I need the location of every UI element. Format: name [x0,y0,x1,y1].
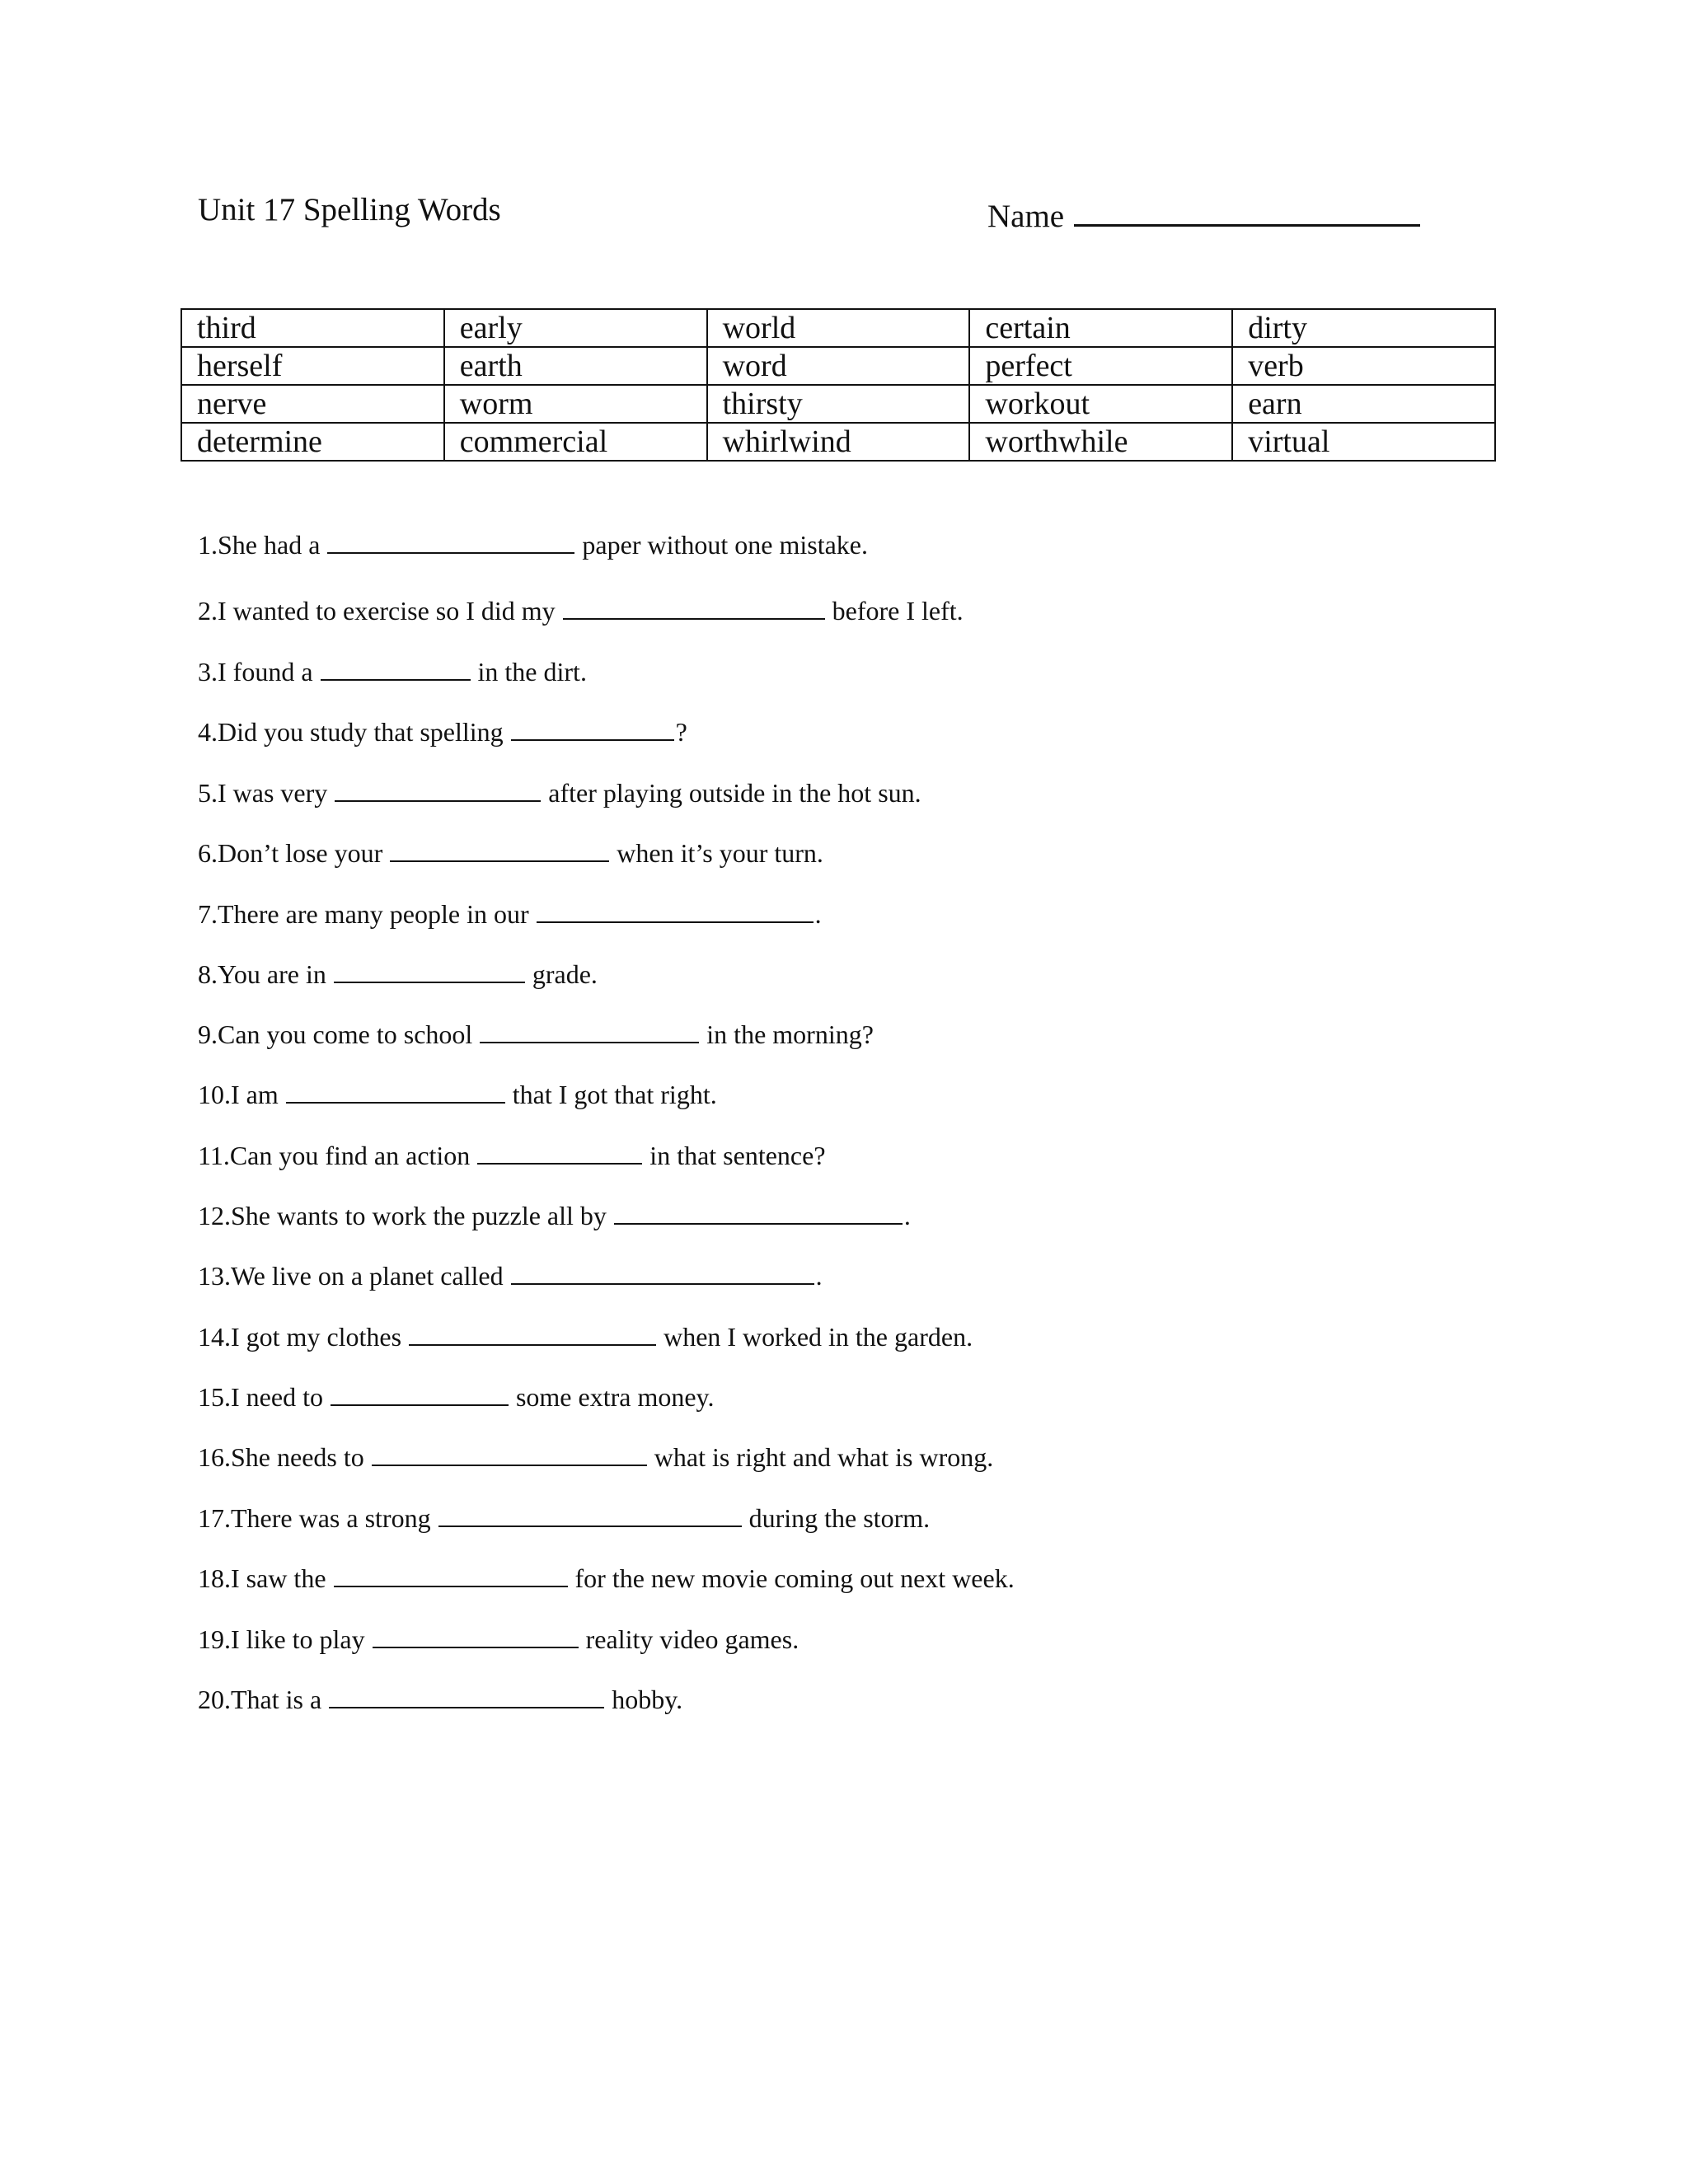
sentence-after: when it’s your turn. [617,838,823,868]
answer-blank[interactable] [372,1440,647,1466]
word-cell: herself [181,347,444,385]
sentence-item [198,1501,930,1534]
sentence-before: 3.I found a [198,657,313,687]
sentence-before: 16.She needs to [198,1442,364,1472]
sentence-item [198,1561,1015,1594]
sentence-before: 1.She had a [198,530,321,560]
word-cell: determine [181,423,444,461]
sentence-before: 17.There was a strong [198,1503,431,1533]
sentence-item [198,654,587,687]
sentence-before: 19.I like to play [198,1624,365,1654]
word-cell: dirty [1232,309,1495,347]
sentence-after: in the morning? [706,1019,874,1049]
sentence-item [198,897,822,930]
sentence-before: 11.Can you find an action [198,1141,471,1170]
name-field [987,191,1420,235]
sentence-before: 8.You are in [198,959,326,989]
sentence-after: in that sentence? [649,1141,826,1170]
word-cell: perfect [969,347,1232,385]
sentence-item [198,1319,973,1352]
table-row [181,309,1495,347]
answer-blank[interactable] [477,1138,642,1165]
table-row [181,347,1495,385]
answer-blank[interactable] [480,1017,699,1043]
sentence-item [198,836,823,869]
sentence-before: 15.I need to [198,1382,323,1412]
sentence-item [198,1198,911,1231]
sentence-item [198,1017,874,1050]
word-cell: world [707,309,970,347]
sentence-after: grade. [532,959,598,989]
spelling-word-table [181,308,1496,462]
name-label: Name [987,199,1065,234]
sentence-item [198,1258,823,1291]
word-cell: whirlwind [707,423,970,461]
sentence-item [198,1138,826,1171]
sentence-after: . [814,899,822,929]
sentence-after: for the new movie coming out next week. [574,1563,1015,1593]
answer-blank[interactable] [563,593,825,620]
sentence-before: 12.She wants to work the puzzle all by [198,1201,607,1230]
word-cell: commercial [444,423,707,461]
sentence-after: that I got that right. [512,1080,717,1109]
sentence-before: 10.I am [198,1080,279,1109]
sentence-before: 20.That is a [198,1685,322,1714]
word-cell: nerve [181,385,444,423]
word-cell: worthwhile [969,423,1232,461]
sentence-before: 4.Did you study that spelling [198,717,504,747]
word-cell: third [181,309,444,347]
sentence-item [198,1440,993,1473]
sentence-after: ? [675,717,687,747]
answer-blank[interactable] [334,1561,568,1587]
answer-blank[interactable] [286,1077,505,1104]
sentence-after: in the dirt. [477,657,587,687]
table-row [181,423,1495,461]
sentence-after: what is right and what is wrong. [654,1442,994,1472]
answer-blank[interactable] [390,836,609,862]
sentence-before: 5.I was very [198,778,328,808]
sentence-item [198,1380,714,1413]
answer-blank[interactable] [409,1319,656,1346]
answer-blank[interactable] [335,776,541,802]
answer-blank[interactable] [511,1258,814,1285]
sentence-after: before I left. [832,596,964,626]
word-cell: word [707,347,970,385]
sentence-before: 9.Can you come to school [198,1019,473,1049]
word-cell: early [444,309,707,347]
word-cell: thirsty [707,385,970,423]
sentence-before: 7.There are many people in our [198,899,529,929]
sentence-item [198,1077,717,1110]
sentence-after: . [815,1261,823,1291]
name-blank[interactable] [1074,191,1420,227]
word-cell: worm [444,385,707,423]
sentence-item [198,1622,799,1655]
answer-blank[interactable] [438,1501,742,1527]
answer-blank[interactable] [373,1622,579,1648]
word-cell: earth [444,347,707,385]
sentence-before: 18.I saw the [198,1563,326,1593]
sentence-after: . [903,1201,911,1230]
sentence-item [198,957,598,990]
sentence-item [198,593,964,626]
sentence-after: reality video games. [585,1624,799,1654]
word-cell: certain [969,309,1232,347]
sentence-before: 13.We live on a planet called [198,1261,504,1291]
table-row [181,385,1495,423]
sentence-item [198,715,687,748]
worksheet-title: Unit 17 Spelling Words [198,192,501,227]
answer-blank[interactable] [537,897,814,923]
answer-blank[interactable] [334,957,525,983]
answer-blank[interactable] [321,654,471,681]
word-cell: virtual [1232,423,1495,461]
sentence-after: when I worked in the garden. [663,1322,973,1352]
sentence-after: some extra money. [515,1382,715,1412]
answer-blank[interactable] [329,1682,604,1708]
answer-blank[interactable] [331,1380,509,1406]
sentence-item [198,527,868,560]
word-cell: workout [969,385,1232,423]
sentence-before: 6.Don’t lose your [198,838,383,868]
word-cell: earn [1232,385,1495,423]
sentence-before: 14.I got my clothes [198,1322,402,1352]
sentence-after: paper without one mistake. [582,530,868,560]
worksheet-header [198,191,1517,241]
sentence-item [198,776,921,808]
word-cell: verb [1232,347,1495,385]
sentence-after: after playing outside in the hot sun. [548,778,921,808]
answer-blank[interactable] [614,1198,903,1225]
sentence-after: hobby. [612,1685,683,1714]
sentence-before: 2.I wanted to exercise so I did my [198,596,556,626]
answer-blank[interactable] [511,715,674,741]
sentence-item [198,1682,682,1715]
answer-blank[interactable] [327,527,574,554]
sentence-after: during the storm. [748,1503,931,1533]
